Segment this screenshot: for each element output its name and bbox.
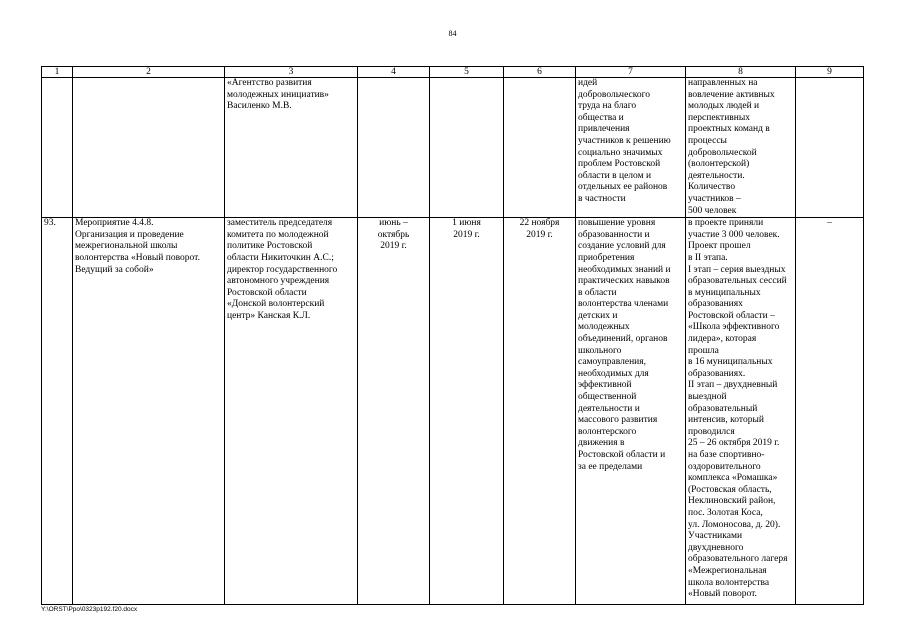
cell-text-line: участников – <box>688 193 741 204</box>
cell-text-line: эффективной <box>578 380 632 391</box>
cell-actual-result <box>686 78 796 218</box>
cell-text-line: 2019 г. <box>453 229 480 240</box>
cell-text-line: отдельных ее районов <box>578 182 668 193</box>
table-row-continuation <box>42 78 864 218</box>
cell-text-line: труда на благо <box>578 101 637 112</box>
cell-text-line: общественной <box>578 392 637 403</box>
cell-text-line: комплекса «Ромашка» <box>688 473 778 484</box>
cell-text-line: массового развития <box>578 415 658 426</box>
activities-table <box>41 66 864 605</box>
cell-text-line: создание условий для <box>578 241 666 252</box>
cell-text-line: за ее пределами <box>578 461 643 472</box>
cell-expected-result <box>576 218 686 605</box>
cell-text-line: приобретения <box>578 252 635 263</box>
cell-text-line: Ведущий за собой» <box>75 264 154 275</box>
cell-text-line: участников к решению <box>578 135 671 146</box>
cell-text-line: социально значимых <box>578 147 663 158</box>
cell-text-line: образованиях <box>688 299 743 310</box>
cell-expected-result <box>576 78 686 218</box>
cell-text-line: проводился <box>688 426 735 437</box>
cell-text-line: школьного <box>578 345 622 356</box>
cell-text-line: 22 ноября <box>519 218 560 229</box>
cell-text-line: образовательный <box>688 403 758 414</box>
cell-text-line: «Межрегиональная <box>688 565 767 576</box>
cell-activity <box>73 78 225 218</box>
cell-text-line: объединений, органов <box>578 334 668 345</box>
column-header-2: 2 <box>73 67 225 78</box>
cell-text-line: 2019 г. <box>380 241 407 252</box>
cell-text-line: области Никиточкин А.С.; <box>227 252 334 263</box>
cell-text-line: Ростовской области и <box>578 450 666 460</box>
cell-text-line: образованности и <box>578 229 650 240</box>
cell-text-line: области в целом и <box>578 170 652 181</box>
table-row-93 <box>42 218 864 605</box>
cell-notes: – <box>796 218 864 605</box>
cell-text-line: образованиях. <box>688 368 746 379</box>
cell-text-line: привлечения <box>578 124 630 135</box>
cell-text-line: центр» Канская К.Л. <box>227 310 311 321</box>
cell-text-line: школа волонтерства <box>688 577 770 588</box>
column-header-1: 1 <box>42 67 73 78</box>
cell-text-line: 2019 г. <box>526 229 553 240</box>
cell-text-line: Организация и проведение <box>75 229 184 240</box>
cell-text-line: директор государственного <box>227 264 338 275</box>
cell-text-line: вовлечение активных <box>688 89 775 100</box>
column-header-6: 6 <box>504 67 576 78</box>
cell-text-line: межрегиональной школы <box>75 241 178 252</box>
cell-text-line: молодежных <box>578 322 630 333</box>
cell-text-line: необходимых знаний и <box>578 264 671 275</box>
column-number-header <box>42 67 864 78</box>
cell-text-line: Мероприятие 4.4.8. <box>75 218 154 229</box>
cell-text-line: интенсив, который <box>688 415 764 426</box>
cell-text-line: двухдневного <box>688 542 744 553</box>
cell-text-line: молодежных инициатив» <box>227 89 329 100</box>
cell-text-line: октябрь <box>377 229 410 240</box>
cell-text-line: идей <box>578 78 598 88</box>
cell-text-line: Ростовской области – <box>688 310 775 321</box>
cell-text-line: политике Ростовской <box>227 241 313 252</box>
cell-text-line: 1 июня <box>452 218 481 229</box>
cell-text-line: движения в <box>578 438 625 449</box>
cell-number: 93. <box>42 218 73 605</box>
cell-text-line: оздоровительного <box>688 461 761 472</box>
cell-text-line: практических навыков <box>578 276 670 287</box>
cell-text-line: Участниками <box>688 531 743 542</box>
cell-text-line: (Ростовская область, <box>688 484 772 495</box>
cell-text-line: Василенко М.В. <box>227 101 292 112</box>
cell-text-line: проблем Ростовской <box>578 159 661 170</box>
cell-responsible <box>225 218 358 605</box>
cell-text-line: деятельности и <box>578 403 640 414</box>
cell-text-line: общества и <box>578 112 624 123</box>
cell-text-line: в 16 муниципальных <box>688 357 773 368</box>
column-header-7: 7 <box>576 67 686 78</box>
cell-text-line: направленных на <box>688 78 758 88</box>
cell-text-line: в II этапа. <box>688 252 728 263</box>
cell-text-line: волонтерского <box>578 426 637 437</box>
cell-number <box>42 78 73 218</box>
cell-planned-period <box>358 218 430 605</box>
cell-text-line: процессы <box>688 135 727 146</box>
cell-text-line: детских и <box>578 310 618 321</box>
cell-text-line: добровольческой <box>688 147 757 158</box>
cell-text-line: заместитель председателя <box>227 218 333 229</box>
column-header-9: 9 <box>796 67 864 78</box>
cell-end-date <box>504 78 576 218</box>
cell-planned-period <box>358 78 430 218</box>
cell-text-line: комитета по молодежной <box>227 229 329 240</box>
cell-text-line: самоуправления, <box>578 357 646 368</box>
cell-text-line: молодых людей и <box>688 101 760 112</box>
cell-text-line: образовательных сессий <box>688 276 787 287</box>
cell-text-line: образовательного лагеря <box>688 554 788 565</box>
cell-text-line: «Донской волонтерский <box>227 299 325 310</box>
cell-text-line: 500 человек <box>688 205 737 216</box>
page-number: 84 <box>448 29 457 38</box>
cell-text-line: «Агентство развития <box>227 78 312 88</box>
cell-start-date <box>430 218 504 605</box>
cell-text-line: на базе спортивно- <box>688 450 765 460</box>
cell-text-line: в частности <box>578 193 626 204</box>
cell-text-line: автономного учреждения <box>227 276 330 287</box>
cell-text-line: (волонтерской) <box>688 159 750 170</box>
cell-text-line: «Школа эффективного <box>688 322 780 333</box>
cell-text-line: II этап – двухдневный <box>688 380 778 391</box>
cell-text-line: I этап – серия выездных <box>688 264 786 275</box>
cell-text-line: прошла <box>688 345 719 356</box>
cell-text-line: участие 3 000 человек. <box>688 229 780 240</box>
cell-text-line: Ростовской области <box>227 287 307 298</box>
cell-text-line: в проекте приняли <box>688 218 764 229</box>
cell-text-line: деятельности. <box>688 170 745 181</box>
cell-end-date <box>504 218 576 605</box>
cell-text-line: проектных команд в <box>688 124 770 135</box>
cell-text-line: перспективных <box>688 112 750 123</box>
cell-text-line: июнь – <box>379 218 408 229</box>
cell-text-line: в области <box>578 287 617 298</box>
cell-text-line: волонтерства «Новый поворот. <box>75 252 200 263</box>
cell-text-line: 25 – 26 октября 2019 г. <box>688 438 780 449</box>
column-header-8: 8 <box>686 67 796 78</box>
document-file-path: Y:\ORST\Ppo\0323p192.f20.docx <box>41 606 138 613</box>
cell-text-line: необходимых для <box>578 368 649 379</box>
column-header-4: 4 <box>358 67 430 78</box>
cell-text-line: волонтерства членами <box>578 299 669 310</box>
cell-notes <box>796 78 864 218</box>
cell-text-line: пос. Золотая Коса, <box>688 507 763 518</box>
cell-text-line: повышение уровня <box>578 218 656 229</box>
column-header-3: 3 <box>225 67 358 78</box>
cell-text-line: добровольческого <box>578 89 651 100</box>
cell-text-line: в муниципальных <box>688 287 761 298</box>
cell-text-line: лидера», которая <box>688 334 757 345</box>
cell-actual-result <box>686 218 796 605</box>
cell-text-line: Количество <box>688 182 736 193</box>
cell-text-line: Неклиновский район, <box>688 496 776 507</box>
cell-start-date <box>430 78 504 218</box>
column-header-5: 5 <box>430 67 504 78</box>
cell-text-line: выездной <box>688 392 727 403</box>
cell-text-line: Проект прошел <box>688 241 751 252</box>
cell-activity <box>73 218 225 605</box>
cell-text-line: «Новый поворот. <box>688 589 757 600</box>
cell-responsible <box>225 78 358 218</box>
cell-text-line: ул. Ломоносова, д. 20). <box>688 519 781 530</box>
